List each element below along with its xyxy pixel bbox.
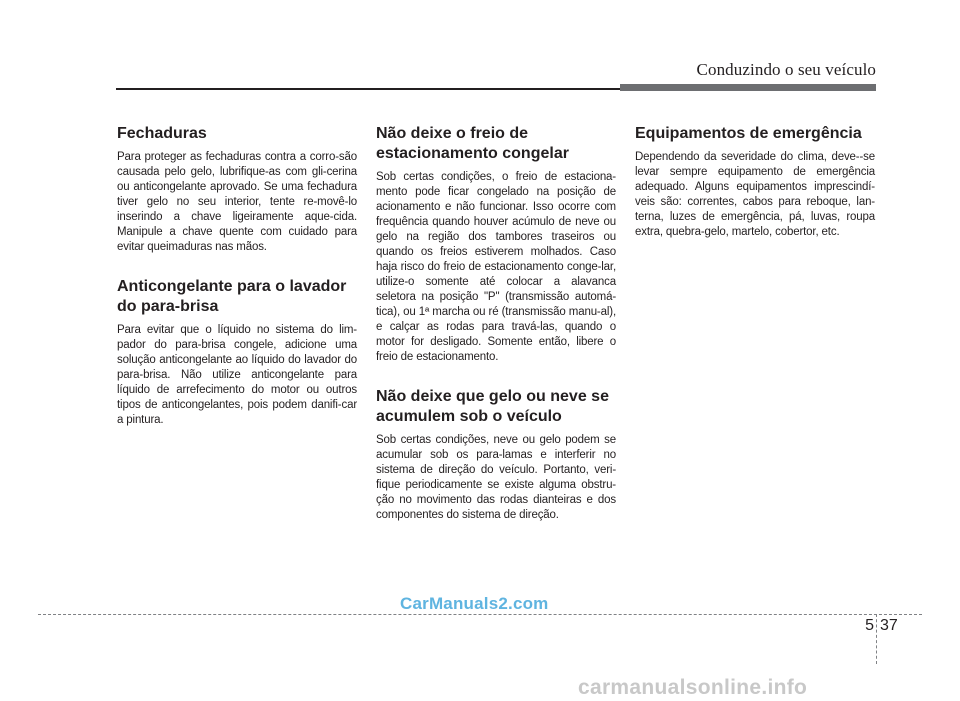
- column-3: [635, 124, 875, 240]
- section-body: Sob certas condições, o freio de estaciona-mento pode ficar congelado na posição de acionamento e não funcionar. Isso ocorre com frequência quando houver acúmulo de neve ou gelo na região dos tambores traseiros ou quando os freios estiverem molhados. Caso haja risco do freio de estacionamento conge-lar, utilize-o somente até colocar a alavanca seletora na posição "P" (transmissão automá-tica), ou 1ª marcha ou ré (transmissão manu-al), e calçar as rodas para travá-las, quando o motor for desligado. Somente então, libere o freio de estacionamento.: [376, 171, 616, 363]
- section-heading: Anticongelante para o lavador do para-brisa: [117, 278, 347, 315]
- section-body: Para proteger as fechaduras contra a corro-são causada pelo gelo, lubrifique-as com gli-cerina ou anticongelante aprovado. Se uma fechadura tiver gelo no seu interior, tente re-movê-lo inserindo a chave ligeiramente aque-cida. Manipule a chave quente com cuidado para evitar queimaduras nas mãos.: [117, 151, 357, 253]
- header-rule: [116, 88, 620, 90]
- page-number: 37: [880, 617, 898, 634]
- column-2: [376, 124, 616, 523]
- section-body: Para evitar que o líquido no sistema do lim-pador do para-brisa congele, adicione uma solução anticongelante ao líquido do lavador do para-brisa. Não utilize anticongelante para líquido de arrefecimento do motor ou outros tipos de anticongelantes, pois podem danifi-car a pintura.: [117, 324, 357, 426]
- section-heading: Não deixe o freio de estacionamento congelar: [376, 125, 569, 162]
- header-bar: [620, 84, 876, 91]
- section-heading: Equipamentos de emergência: [635, 125, 862, 142]
- running-header: Conduzindo o seu veículo: [696, 60, 876, 79]
- footer-divider: [876, 614, 877, 664]
- column-1: [117, 124, 357, 428]
- chapter-number: 5: [865, 617, 874, 634]
- section-heading: Não deixe que gelo ou neve se acumulem sob o veículo: [376, 388, 609, 425]
- section-heading: Fechaduras: [117, 125, 207, 142]
- footer-rule: [38, 614, 922, 615]
- watermark-bottom: carmanualsonline.info: [578, 676, 808, 699]
- watermark-link[interactable]: CarManuals2.com: [400, 594, 549, 613]
- section-body: Dependendo da severidade do clima, deve--se levar sempre equipamento de emergência adequado. Alguns equipamentos imprescindí-veis são: correntes, cabos para reboque, lan-terna, luzes de emergência, pá, luvas, roupa extra, quebra-gelo, martelo, cobertor, etc.: [635, 151, 875, 238]
- section-body: Sob certas condições, neve ou gelo podem se acumular sob os para-lamas e interferir no sistema de direção do veículo. Portanto, veri-fique periodicamente se existe alguma obstru-ção no movimento das rodas dianteiras e dos componentes do sistema de direção.: [376, 434, 616, 521]
